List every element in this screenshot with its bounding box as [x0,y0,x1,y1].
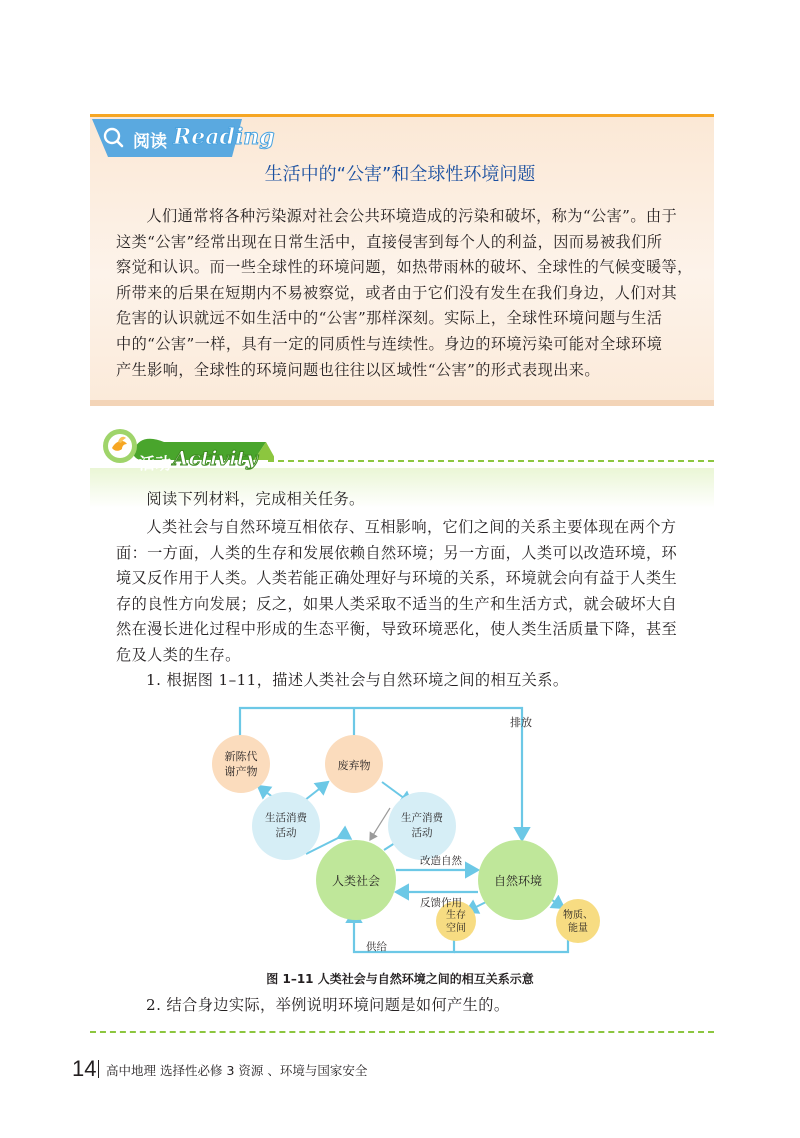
reading-line: 这类“公害”经常出现在日常生活中，直接侵害到每个人的利益，因而易被我们所 [116,232,663,251]
activity-dashed-line [268,460,714,462]
svg-text:人类社会: 人类社会 [331,874,381,888]
svg-text:活动: 活动 [411,827,433,839]
svg-text:物质、: 物质、 [563,910,593,921]
reading-line: 人们通常将各种污染源对社会公共环境造成的污染和破坏，称为“公害”。由于 [146,207,678,225]
bottom-dashed-line [90,1031,714,1033]
svg-text:生活消费: 生活消费 [265,812,307,824]
svg-text:生存: 生存 [446,910,466,921]
activity-intro-line: 阅读下列材料，完成相关任务。 [146,490,365,508]
footer-divider [98,1060,99,1078]
node-life-consumption [252,792,320,860]
task-1: 1. 根据图 1–11，描述人类社会与自然环境之间的相互关系。 [146,671,569,689]
reading-paragraph [116,204,700,383]
svg-text:改造自然: 改造自然 [420,855,462,867]
reading-title: 生活中的“公害”和全球性环境问题 [264,164,536,185]
reading-line: 产生影响，全球性的环境问题也往往以区域性“公害”的形式表现出来。 [116,360,600,379]
svg-text:新陈代: 新陈代 [224,750,258,763]
figure-caption: 图 1–11 人类社会与自然环境之间的相互关系示意 [266,972,534,986]
activity-line: 危及人类的生存。 [116,645,241,664]
reading-line: 所带来的后果在短期内不易被察觉，或者由于它们没有发生在我们身边，人们对其 [116,283,678,302]
svg-text:能量: 能量 [568,923,588,934]
activity-line: 然在漫长进化过程中形成的生态平衡，导致环境恶化，使人类生活质量下降，甚至 [116,620,678,639]
activity-paragraph [116,515,700,669]
node-material-energy [556,899,600,943]
relationship-diagram [200,700,610,968]
svg-text:自然环境: 自然环境 [493,874,543,888]
svg-text:生产消费: 生产消费 [401,812,443,824]
reading-top-border [90,114,714,117]
footer-text: 高中地理 选择性必修 3 资源 、环境与国家安全 [106,1063,368,1078]
activity-line: 面：一方面，人类的生存和发展依赖自然环境；另一方面，人类可以改造环境，环 [116,543,678,562]
reading-line: 中的“公害”一样，具有一定的同质性与连续性。身边的环境污染可能对全球环境 [116,334,663,353]
node-production-consumption [388,792,456,860]
reading-bottom-border [90,400,714,406]
svg-text:废弃物: 废弃物 [337,759,371,772]
svg-text:反馈作用: 反馈作用 [420,897,462,909]
page-number: 14 [72,1056,97,1081]
svg-text:供给: 供给 [366,941,387,953]
svg-text:排放: 排放 [510,716,532,729]
activity-label: 活动 [139,454,172,473]
activity-intro [116,487,700,513]
reading-line: 察觉和认识。而一些全球性的环境问题，如热带雨林的破坏、全球性的气候变暖等， [116,258,693,277]
activity-line: 人类社会与自然环境互相依存、互相影响，它们之间的关系主要体现在两个方 [146,518,677,536]
reading-label-en: Reading [173,124,275,150]
reading-label: 阅读 [133,132,167,152]
node-metabolite [212,735,270,793]
activity-line: 存的良性方向发展；反之，如果人类采取不适当的生产和生活方式，就会破坏大自 [116,594,678,613]
activity-line: 境又反作用于人类。人类若能正确处理好与环境的关系，环境就会向有益于人类生 [116,569,678,588]
activity-label-en: Activity [173,446,258,470]
svg-text:谢产物: 谢产物 [224,765,258,778]
reading-line: 危害的认识就远不如生活中的“公害”那样深刻。实际上，全球性环境问题与生活 [116,309,663,328]
svg-text:空间: 空间 [446,923,466,934]
svg-text:活动: 活动 [275,827,297,839]
task-2: 2. 结合身边实际，举例说明环境问题是如何产生的。 [146,996,510,1014]
